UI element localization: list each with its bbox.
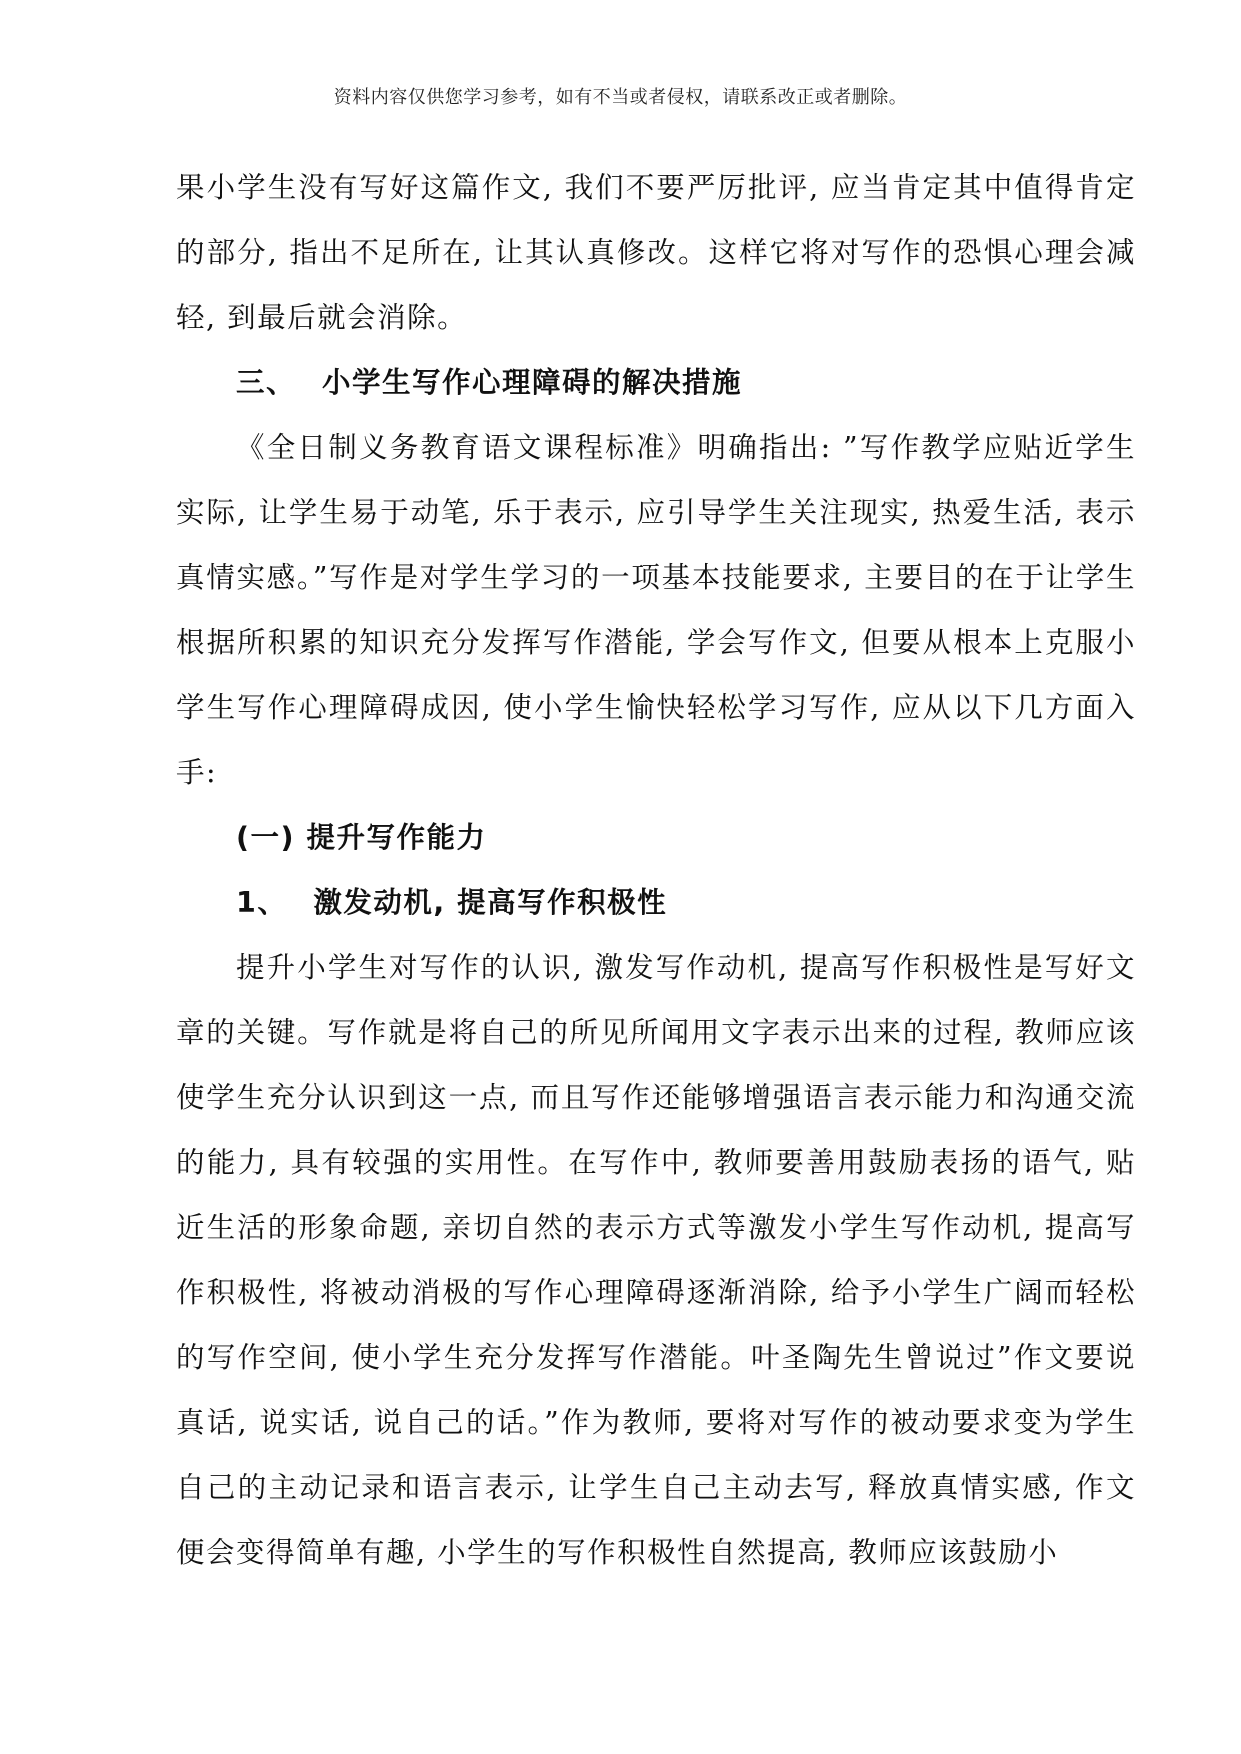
section-number: 三、 xyxy=(236,366,297,399)
section-title: 小学生写作心理障碍的解决措施 xyxy=(322,366,743,399)
item-title: 激发动机, 提高写作积极性 xyxy=(313,886,668,919)
section-heading xyxy=(176,350,1136,415)
item-number: 1、 xyxy=(236,886,288,919)
paragraph-motivation: 提升小学生对写作的认识, 激发写作动机, 提高写作积极性是写好文章的关键。写作就是将自己的所见所闻用文字表示出来的过程, 教师应该使学生充分认识到这一点, 而且写作还能够增强语言表示能力和沟通交流的能力, 具有较强的实用性。在写作中, 教师要善用鼓励表扬的语气, 贴近生活的形象命题, 亲切自然的表示方式等激发小学生写作动机, 提高写作积极性, 将被动消极的写作心理障碍逐渐消除, 给予小学生广阔而轻松的写作空间, 使小学生充分发挥写作潜能。叶圣陶先生曾说过”作文要说真话, 说实话, 说自己的话。”作为教师, 要将对写作的被动要求变为学生自己的主动记录和语言表示, 让学生自己主动去写, 释放真情实感, 作文便会变得简单有趣, 小学生的写作积极性自然提高, 教师应该鼓励小 xyxy=(176,951,1136,1569)
paragraph-curriculum-standard: 《全日制义务教育语文课程标准》明确指出: ”写作教学应贴近学生实际, 让学生易于动笔, 乐于表示, 应引导学生关注现实, 热爱生活, 表示真情实感。”写作是对学生学习的一项基本技能要求, 主要目的在于让学生根据所积累的知识充分发挥写作潜能, 学会写作文, 但要从根本上克服小学生写作心理障碍成因, 使小学生愉快轻松学习写作, 应从以下几方面入手: xyxy=(176,431,1136,789)
copyright-disclaimer: 资料内容仅供您学习参考，如有不当或者侵权，请联系改正或者删除。 xyxy=(333,87,908,108)
document-body xyxy=(176,155,1136,1585)
subsection-heading: (一) 提升写作能力 xyxy=(236,821,487,854)
item-heading xyxy=(176,870,1136,935)
paragraph-continued: 果小学生没有写好这篇作文, 我们不要严厉批评, 应当肯定其中值得肯定的部分, 指出不足所在, 让其认真修改。这样它将对写作的恐惧心理会减轻, 到最后就会消除。 xyxy=(176,171,1136,334)
